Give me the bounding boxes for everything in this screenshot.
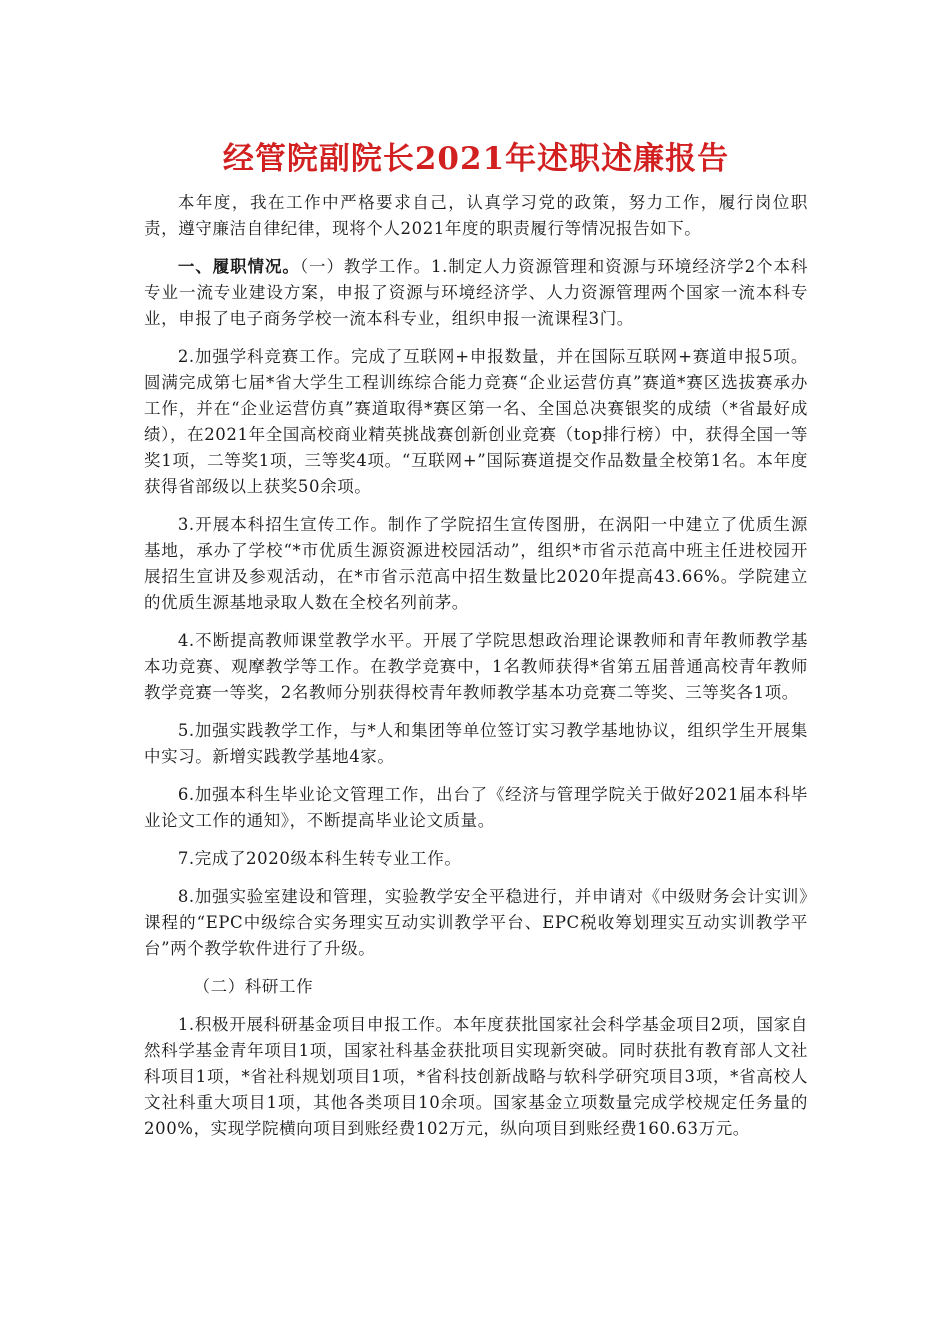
teaching-item-3: 3.开展本科招生宣传工作。制作了学院招生宣传图册，在涡阳一中建立了优质生源基地，承办了学校“*市优质生源资源进校园活动”，组织*市省示范高中班主任进校园开展招生宣讲及参观活动，在*市省示范高中招生数量比2020年提高43.66%。学院建立的优质生源基地录取人数在全校名列前茅。: [144, 515, 808, 612]
section1-heading: 一、履职情况。: [177, 257, 300, 276]
teaching-item-2: 2.加强学科竞赛工作。完成了互联网+申报数量，并在国际互联网+赛道申报5项。圆满完成第七届*省大学生工程训练综合能力竞赛“企业运营仿真”赛道*赛区选拔赛承办工作，并在“企业运营仿真”赛道取得*赛区第一名、全国总决赛银奖的成绩（*省最好成绩），在2021年全国高校商业精英挑战赛创新创业竞赛（top排行榜）中，获得全国一等奖1项，二等奖1项，三等奖4项。“互联网+”国际赛道提交作品数量全校第1名。本年度获得省部级以上获奖50余项。: [144, 347, 808, 496]
teaching-item-6: 6.加强本科生毕业论文管理工作，出台了《经济与管理学院关于做好2021届本科毕业论文工作的通知》，不断提高毕业论文质量。: [144, 785, 808, 830]
teaching-item-4: 4.不断提高教师课堂教学水平。开展了学院思想政治理论课教师和青年教师教学基本功竞赛、观摩教学等工作。在教学竞赛中，1名教师获得*省第五届普通高校青年教师教学竞赛一等奖，2名教师分别获得校青年教师教学基本功竞赛二等奖、三等奖各1项。: [144, 631, 808, 702]
intro-paragraph: 本年度，我在工作中严格要求自己，认真学习党的政策，努力工作，履行岗位职责，遵守廉洁自律纪律，现将个人2021年度的职责履行等情况报告如下。: [144, 193, 808, 238]
teaching-item-8: 8.加强实验室建设和管理，实验教学安全平稳进行，并申请对《中级财务会计实训》课程的“EPC中级综合实务理实互动实训教学平台、EPC税收筹划理实互动实训教学平台”两个教学软件进行了升级。: [144, 887, 808, 958]
teaching-item-5: 5.加强实践教学工作，与*人和集团等单位签订实习教学基地协议，组织学生开展集中实习。新增实践教学基地4家。: [144, 721, 808, 766]
research-item-1: 1.积极开展科研基金项目申报工作。本年度获批国家社会科学基金项目2项，国家自然科学基金青年项目1项，国家社科基金获批项目实现新突破。同时获批有教育部人文社科项目1项，*省社科规划项目1项，*省科技创新战略与软科学研究项目3项，*省高校人文社科重大项目1项，其他各类项目10余项。国家基金立项数量完成学校规定任务量的200%，实现学院横向项目到账经费102万元，纵向项目到账经费160.63万元。: [144, 1015, 808, 1138]
section1-text: （一）教学工作。1.制定人力资源管理和资源与环境经济学2个本科专业一流专业建设方案，申报了资源与环境经济学、人力资源管理两个国家一流本科专业，申报了电子商务学校一流本科专业，组织申报一流课程3门。: [144, 257, 808, 328]
teaching-item-7: 7.完成了2020级本科生转专业工作。: [177, 849, 462, 868]
section1-paragraph: [144, 254, 808, 332]
research-subheading: （二）科研工作: [193, 977, 314, 996]
document-title: 经管院副院长2021年述职述廉报告: [222, 141, 730, 177]
